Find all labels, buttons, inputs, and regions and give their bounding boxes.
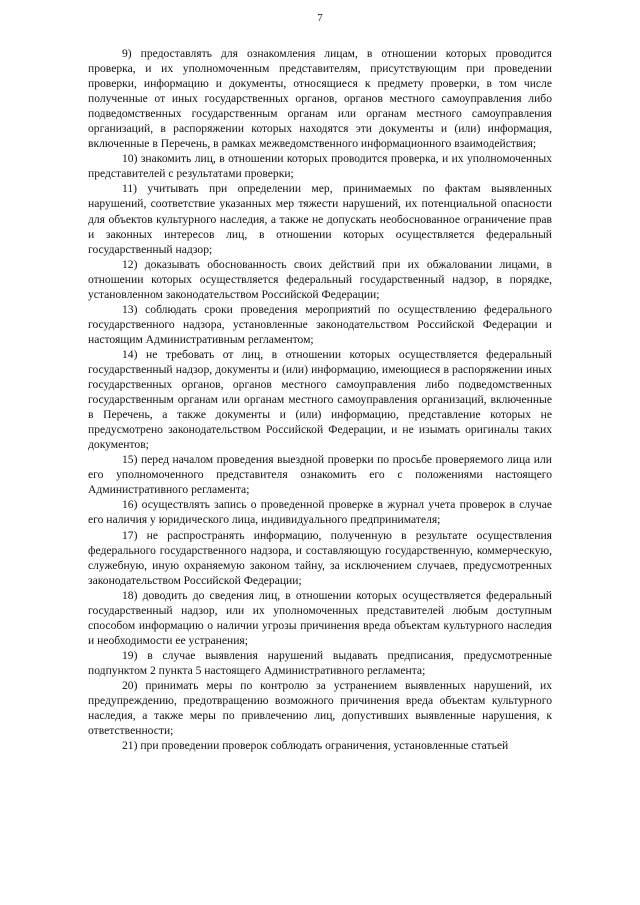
document-body	[88, 46, 552, 753]
paragraph-item-11: 11) учитывать при определении мер, принимаемых по фактам выявленных нарушений, соответствие указанных мер тяжести нарушений, их потенциальной опасности для объектов культурного наследия, а также не допускать необоснованное ограничение прав и законных интересов лиц, в отношении которых осуществляется федеральный государственный надзор;	[88, 182, 552, 256]
paragraph-item-12: 12) доказывать обоснованность своих действий при их обжаловании лицами, в отношении которых осуществляется федеральный государственный надзор, в порядке, установленном законодательством Российской Федерации;	[88, 257, 552, 301]
page-number: 7	[317, 12, 323, 24]
paragraph-item-20: 20) принимать меры по контролю за устранением выявленных нарушений, их предупреждению, предотвращению возможного причинения вреда объектам культурного наследия, а также меры по привлечению лиц, допустивших выявленные нарушения, к ответственности;	[88, 678, 552, 738]
paragraph-item-18: 18) доводить до сведения лиц, в отношении которых осуществляется федеральный государственный надзор, или их уполномоченных представителей любым доступным способом информацию о наличии угрозы причинения вреда объектам культурного наследия и необходимости ее устранения;	[88, 588, 552, 647]
paragraph-item-21: 21) при проведении проверок соблюдать ограничения, установленные статьей	[122, 739, 509, 753]
paragraph-item-19: 19) в случае выявления нарушений выдавать предписания, предусмотренные подпунктом 2 пункта 5 настоящего Административного регламента;	[88, 648, 552, 677]
paragraph-item-17: 17) не распространять информацию, полученную в результате осуществления федерального государственного надзора, и составляющую государственную, коммерческую, служебную, иную охраняемую законом тайну, за исключением случаев, предусмотренных законодательством Российской Федерации;	[88, 528, 552, 587]
paragraph-item-15: 15) перед началом проведения выездной проверки по просьбе проверяемого лица или его уполномоченного представителя ознакомить его с положениями настоящего Административного регламента;	[88, 453, 552, 497]
paragraph-item-14: 14) не требовать от лиц, в отношении которых осуществляется федеральный государственный надзор, документы и (или) информацию, имеющиеся в распоряжении иных государственных органов, органов местного самоуправления либо подведомственных государственным органам или органам местного самоуправления организаций, включенные в Перечень, а также документы и (или) информацию, представление которых не предусмотрено законодательством Российской Федерации, и не изымать оригиналы таких документов;	[88, 347, 552, 452]
paragraph-item-16: 16) осуществлять запись о проведенной проверке в журнал учета проверок в случае его наличия у юридического лица, индивидуального предпринимателя;	[88, 498, 552, 527]
paragraph-item-13: 13) соблюдать сроки проведения мероприятий по осуществлению федерального государственного надзора, установленные законодательством Российской Федерации и настоящим Административным регламентом;	[88, 302, 552, 346]
paragraph-item-10: 10) знакомить лиц, в отношении которых проводится проверка, и их уполномоченных представителей с результатами проверки;	[88, 152, 552, 181]
paragraph-item-9: 9) предоставлять для ознакомления лицам, в отношении которых проводится проверка, и их уполномоченным представителям, присутствующим при проведении проверки, информацию и документы, относящиеся к предмету проверки, в том числе полученные от иных государственных органов, органов местного самоуправления либо подведомственных государственным органам или органам местного самоуправления организаций, в распоряжении которых находятся эти документы и (или) информация, включенные в Перечень, в рамках межведомственного информационного взаимодействия;	[88, 47, 552, 151]
